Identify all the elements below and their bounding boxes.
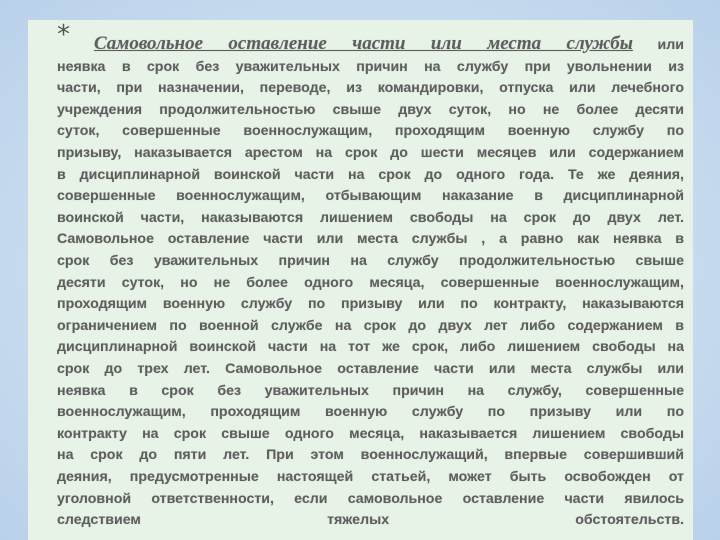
body-line: срок без уважительных причин на службу продолжительностью свыше (57, 252, 684, 269)
body-line: части, при назначении, переводе, из командировки, отпуска или лечебного (57, 80, 684, 97)
heading-tail: или (657, 37, 684, 53)
body-line: учреждения продолжительностью свыше двух суток, но не более десяти (57, 101, 684, 118)
body-line: неявка в срок без уважительных причин на службу при увольнении из (57, 58, 684, 75)
body-line: неявка в срок без уважительных причин на службу, совершенные (57, 382, 684, 399)
heading-title: Самовольное оставление части или места службы (94, 33, 633, 54)
body-line: в дисциплинарной воинской части на срок до одного года. Те же деяния, (57, 166, 684, 183)
body-line: контракту на срок свыше одного месяца, наказывается лишением свободы (57, 425, 684, 442)
body-line: призыву, наказывается арестом на срок до шести месяцев или содержанием (57, 144, 684, 161)
body-line: на срок до пяти лет. При этом военнослужащий, впервые совершивший (57, 447, 684, 464)
body-line: суток, совершенные военнослужащим, проходящим военную службу по (57, 123, 684, 140)
body-line: проходящим военную службу по призыву или по контракту, наказываются (57, 296, 684, 313)
body-line: воинской части, наказываются лишением свободы на срок до двух лет. (57, 209, 684, 226)
body-line: дисциплинарной воинской части на тот же срок, либо лишением свободы на (57, 339, 684, 356)
body-line: Самовольное оставление части или места службы , а равно как неявка в (57, 231, 684, 248)
body-line: срок до трех лет. Самовольное оставление части или места службы или (57, 360, 684, 377)
bullet-asterisk: * (57, 20, 70, 50)
heading-line (94, 33, 684, 55)
body-line: ограничением по военной службе на срок до двух лет либо содержанием в (57, 317, 684, 334)
body-line: следствием тяжелых обстоятельств. (57, 512, 684, 529)
body-line: десяти суток, но не более одного месяца, совершенные военнослужащим, (57, 274, 684, 291)
body-line: уголовной ответственности, если самовольное оставление части явилось (57, 490, 684, 507)
body-line: военнослужащим, проходящим военную службу по призыву или по (57, 404, 684, 421)
body-line: совершенные военнослужащим, отбывающим наказание в дисциплинарной (57, 188, 684, 205)
body-line: деяния, предусмотренные настоящей статьей, может быть освобожден от (57, 468, 684, 485)
